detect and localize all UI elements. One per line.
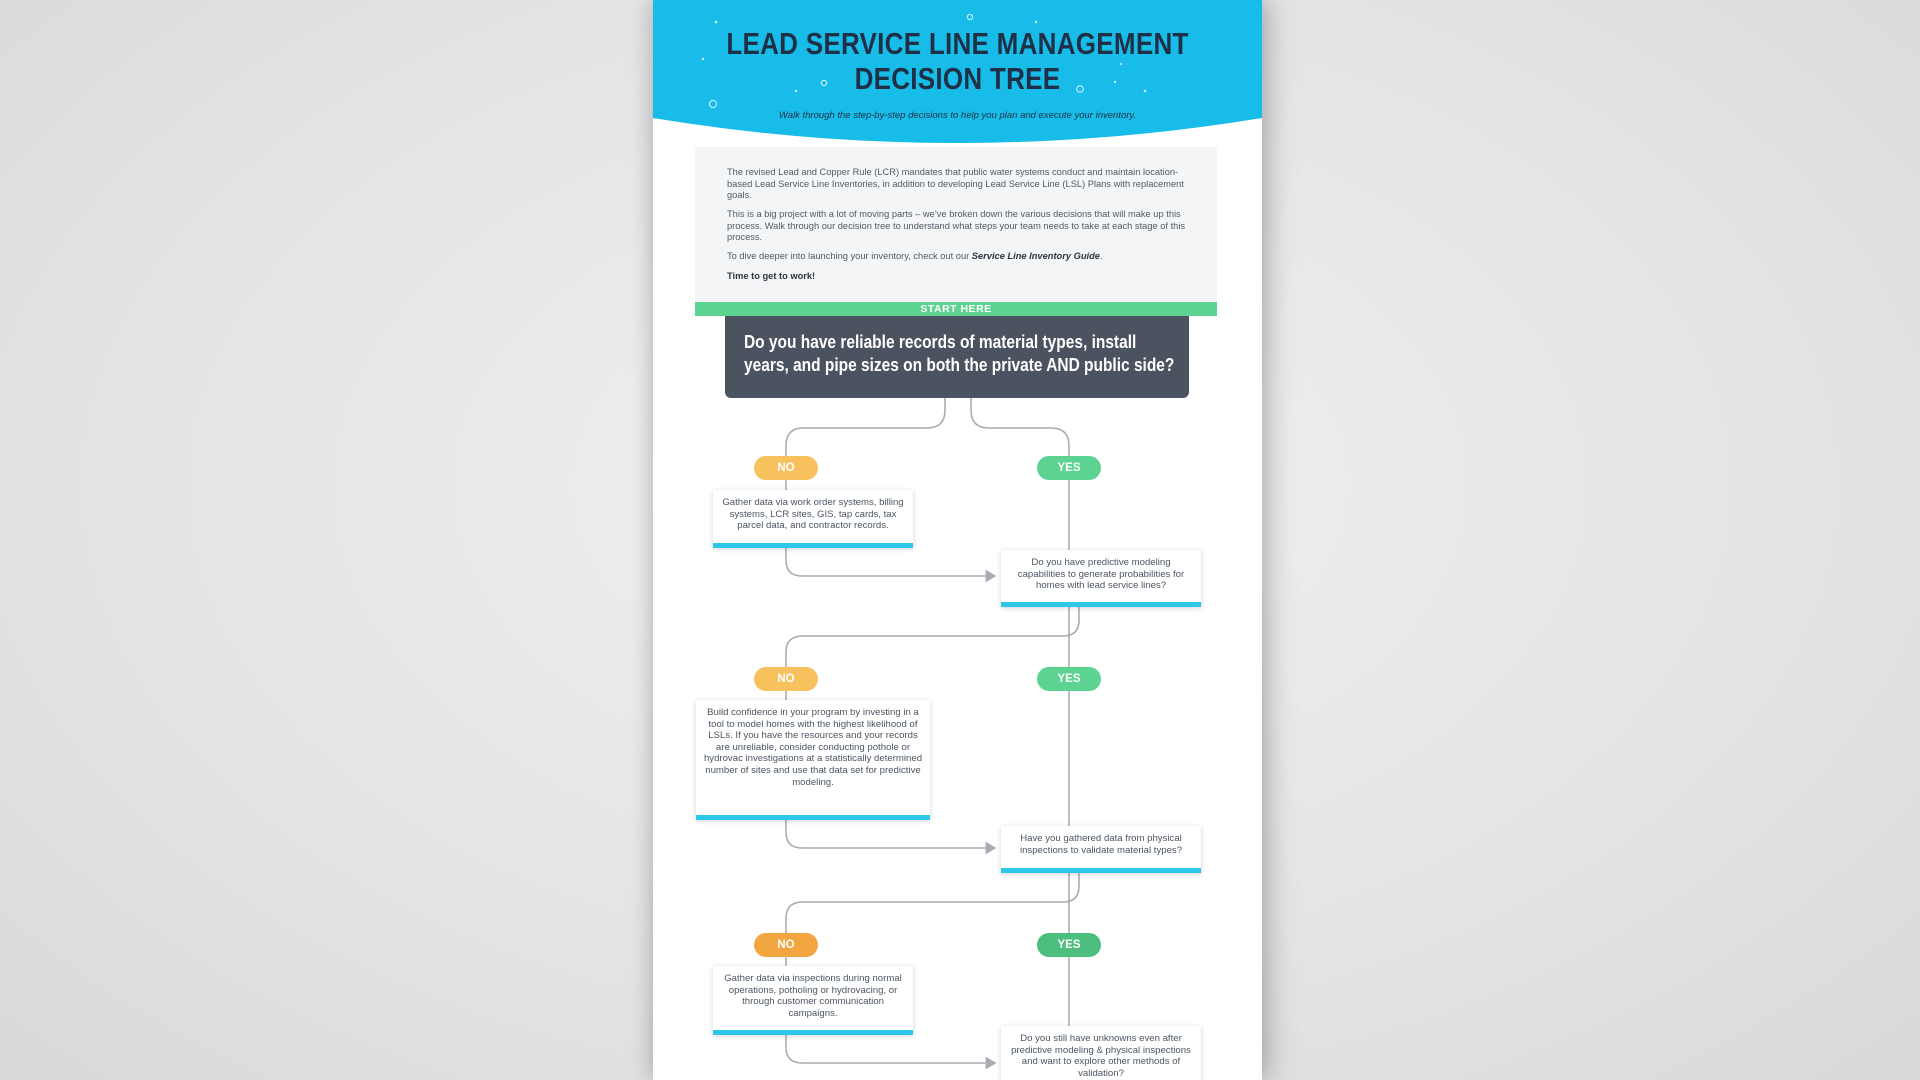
no-pill-1: NO [754, 456, 818, 480]
page-subtitle: Walk through the step-by-step decisions to help you plan and execute your inventory. [778, 110, 1137, 121]
intro-paragraph-3-prefix: To dive deeper into launching your inventory, check out our [727, 251, 972, 261]
question-card-2: Do you have predictive modeling capabilities to generate probabilities for homes with lead service lines? [1001, 550, 1201, 607]
start-here-bar: START HERE [695, 302, 1217, 316]
connector-q3-no [786, 873, 1079, 933]
inventory-guide-link[interactable]: Service Line Inventory Guide [971, 251, 1100, 261]
connector-no1-to-q2 [786, 548, 995, 576]
intro-closing: Time to get to work! [727, 271, 816, 281]
question-card-3: Have you gathered data from physical inspections to validate material types? [1001, 826, 1201, 873]
start-question-text: Do you have reliable records of material types, install years, and pipe sizes on both the private AND public side? [744, 332, 1175, 375]
no-action-card-3: Gather data via inspections during normal operations, potholing or hydrovacing, or through customer communication campaigns. [713, 966, 913, 1035]
intro-paragraph-2: This is a big project with a lot of moving parts – we’ve broken down the various decisions that will make up this process. Walk through our decision tree to understand what steps your team needs to take at each stage of this process. [727, 209, 1186, 242]
no-pill-3: NO [754, 933, 818, 957]
page-title-line-2: DECISION TREE [854, 61, 1061, 96]
connector-no3-to-q4 [786, 1035, 995, 1063]
yes-pill-3: YES [1037, 933, 1101, 957]
no-pill-2: NO [754, 667, 818, 691]
connector-start-no [786, 398, 945, 456]
connector-q2-no [786, 607, 1079, 667]
connector-no2-to-q3 [786, 820, 995, 848]
question-card-4: Do you still have unknowns even after predictive modeling & physical inspections and want to explore other methods of validation? [1001, 1026, 1201, 1080]
intro-paragraph-3-suffix: . [1099, 251, 1103, 261]
yes-pill-1: YES [1037, 456, 1101, 480]
yes-pill-2: YES [1037, 667, 1101, 691]
intro-paragraph-1: The revised Lead and Copper Rule (LCR) mandates that public water systems conduct and maintain location-based Lead Service Line Inventories, in addition to developing Lead Service Line (LSL) Plans with replacement goals. [727, 167, 1184, 200]
no-action-card-1: Gather data via work order systems, billing systems, LCR sites, GIS, tap cards, tax parcel data, and contractor records. [713, 490, 913, 548]
no-action-card-2: Build confidence in your program by investing in a tool to model homes with the highest likelihood of LSLs. If you have the resources and your records are unreliable, consider conducting pothole or hydrovac investigations at a statistically determined number of sites and use that data set for predictive modeling. [696, 700, 930, 820]
infographic-page [653, 0, 1262, 1080]
page-title-line-1: LEAD SERVICE LINE MANAGEMENT [726, 26, 1189, 61]
connector-start-yes [971, 398, 1069, 456]
